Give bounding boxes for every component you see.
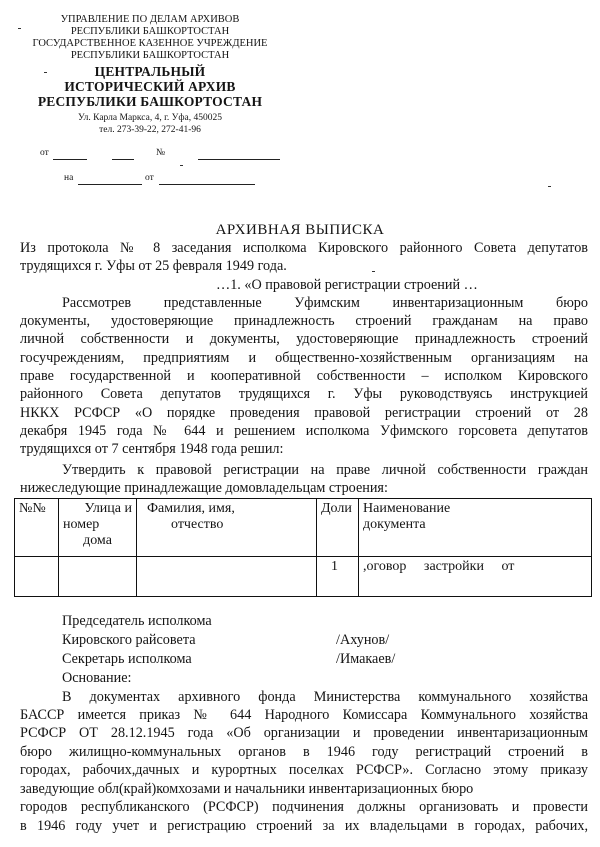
archive-phone: тел. 273-39-22, 272-41-96 xyxy=(99,125,201,135)
item-heading: …1. «О правовой регистрации строений … xyxy=(216,277,478,293)
intro-line: трудящихся г. Уфы от 25 февраля 1949 года. xyxy=(20,258,287,274)
basis-line: городах, рабочих,дачных и курортных поселках РСФСР». Согласно этому приказу xyxy=(20,762,588,778)
cell-num xyxy=(15,557,59,597)
basis-line: в 1946 году учет и регистрацию строений за их владельцами в городах, рабочих, xyxy=(20,818,588,834)
paragraph-line: трудящихся от 7 сентября 1948 года решил: xyxy=(20,441,284,457)
secretary-name: /Имакаев/ xyxy=(336,651,396,667)
scan-speck xyxy=(548,186,551,187)
org-line: ГОСУДАРСТВЕННОЕ КАЗЕННОЕ УЧРЕЖДЕНИЕ xyxy=(32,38,268,49)
scan-speck xyxy=(372,271,375,272)
header-full-name: Фамилия, имя, отчество xyxy=(137,499,317,557)
scan-speck xyxy=(44,72,47,73)
ref-number-label: № xyxy=(156,148,166,158)
paragraph-line: нижеследующие принадлежащие домовладельцам строения: xyxy=(20,480,388,496)
chair-council: Кировского райсовета xyxy=(62,632,196,648)
buildings-table xyxy=(14,498,592,597)
cell-name xyxy=(137,557,317,597)
ref-number-line xyxy=(198,159,280,160)
header-share: Доли xyxy=(317,499,359,557)
paragraph-line: НККХ РСФСР «О порядке проведения правовой регистрации строений от 28 xyxy=(20,405,588,421)
paragraph-line: документы, удостоверяющие принадлежность строений гражданам на право xyxy=(20,313,588,329)
basis-line: городов республиканского (РСФСР) подчинения должны организовать и провести xyxy=(20,799,588,815)
paragraph-line: Рассмотрев представленные Уфимским инвентаризационным бюро xyxy=(62,295,588,311)
ref-from2-line xyxy=(159,184,255,185)
org-line: РЕСПУБЛИКИ БАШКОРТОСТАН xyxy=(70,50,230,61)
header-num: №№ xyxy=(15,499,59,557)
chair-title: Председатель исполкома xyxy=(62,613,212,629)
ref-from2-label: от xyxy=(145,173,154,183)
archive-name-line: ЦЕНТРАЛЬНЫЙ xyxy=(94,64,206,79)
document-title: АРХИВНАЯ ВЫПИСКА xyxy=(215,222,385,238)
paragraph-line: декабря 1945 года № 644 и решением исполкома Уфимского горсовета депутатов xyxy=(20,423,588,439)
paragraph-line: праве государственной и кооперативной собственности – исполком Кировского xyxy=(20,368,588,384)
ref-on-line xyxy=(78,184,142,185)
org-line: УПРАВЛЕНИЕ ПО ДЕЛАМ АРХИВОВ xyxy=(60,14,240,25)
archive-address: Ул. Карла Маркса, 4, г. Уфа, 450025 xyxy=(77,113,223,123)
basis-line: В документах архивного фонда Министерства коммунального хозяйства xyxy=(62,689,588,705)
paragraph-line: личной собственности и документы, удостоверяющие принадлежность строений xyxy=(20,331,588,347)
secretary-title: Секретарь исполкома xyxy=(62,651,192,667)
intro-line: Из протокола № 8 заседания исполкома Кировского районного Совета депутатов xyxy=(20,240,588,256)
ref-on-label: на xyxy=(64,173,74,183)
basis-line: РСФСР ОТ 28.12.1945 года «Об организации и проведении инвентаризационным xyxy=(20,725,588,741)
cell-document: ,оговор застройки от xyxy=(359,557,592,597)
scan-speck xyxy=(180,165,183,166)
paragraph-line: районного Совета депутатов трудящихся г. Уфы руководствуясь инструкцией xyxy=(20,386,588,402)
archive-name-line: ИСТОРИЧЕСКИЙ АРХИВ xyxy=(64,79,236,94)
ref-date-line xyxy=(53,159,87,160)
ref-from-label: от xyxy=(40,148,49,158)
header-street: Улица и номер дома xyxy=(59,499,137,557)
chair-name: /Ахунов/ xyxy=(336,632,390,648)
paragraph-line: госучреждениям, предприятиям и общественно-хозяйственным организациям на xyxy=(20,350,588,366)
ref-date-line-2 xyxy=(112,159,134,160)
cell-street xyxy=(59,557,137,597)
org-line: РЕСПУБЛИКИ БАШКОРТОСТАН xyxy=(70,26,230,37)
table-header-row xyxy=(15,499,592,557)
archive-name-line: РЕСПУБЛИКИ БАШКОРТОСТАН xyxy=(37,94,263,109)
basis-line: БАССР имеется приказ № 644 Народного Комиссара Коммунального хозяйства xyxy=(20,707,588,723)
cell-share: 1 xyxy=(317,557,359,597)
scan-speck xyxy=(18,28,21,29)
basis-line: заведующие обл(край)комхозами и начальники инвентаризационных бюро xyxy=(20,781,474,797)
basis-line: бюро жилищно-коммунальных органов в 1946 году регистраций строений в xyxy=(20,744,588,760)
header-document: Наименование документа xyxy=(359,499,592,557)
basis-label: Основание: xyxy=(62,670,132,686)
paragraph-line: Утвердить к правовой регистрации на праве личной собственности граждан xyxy=(62,462,588,478)
table-row xyxy=(15,557,592,597)
